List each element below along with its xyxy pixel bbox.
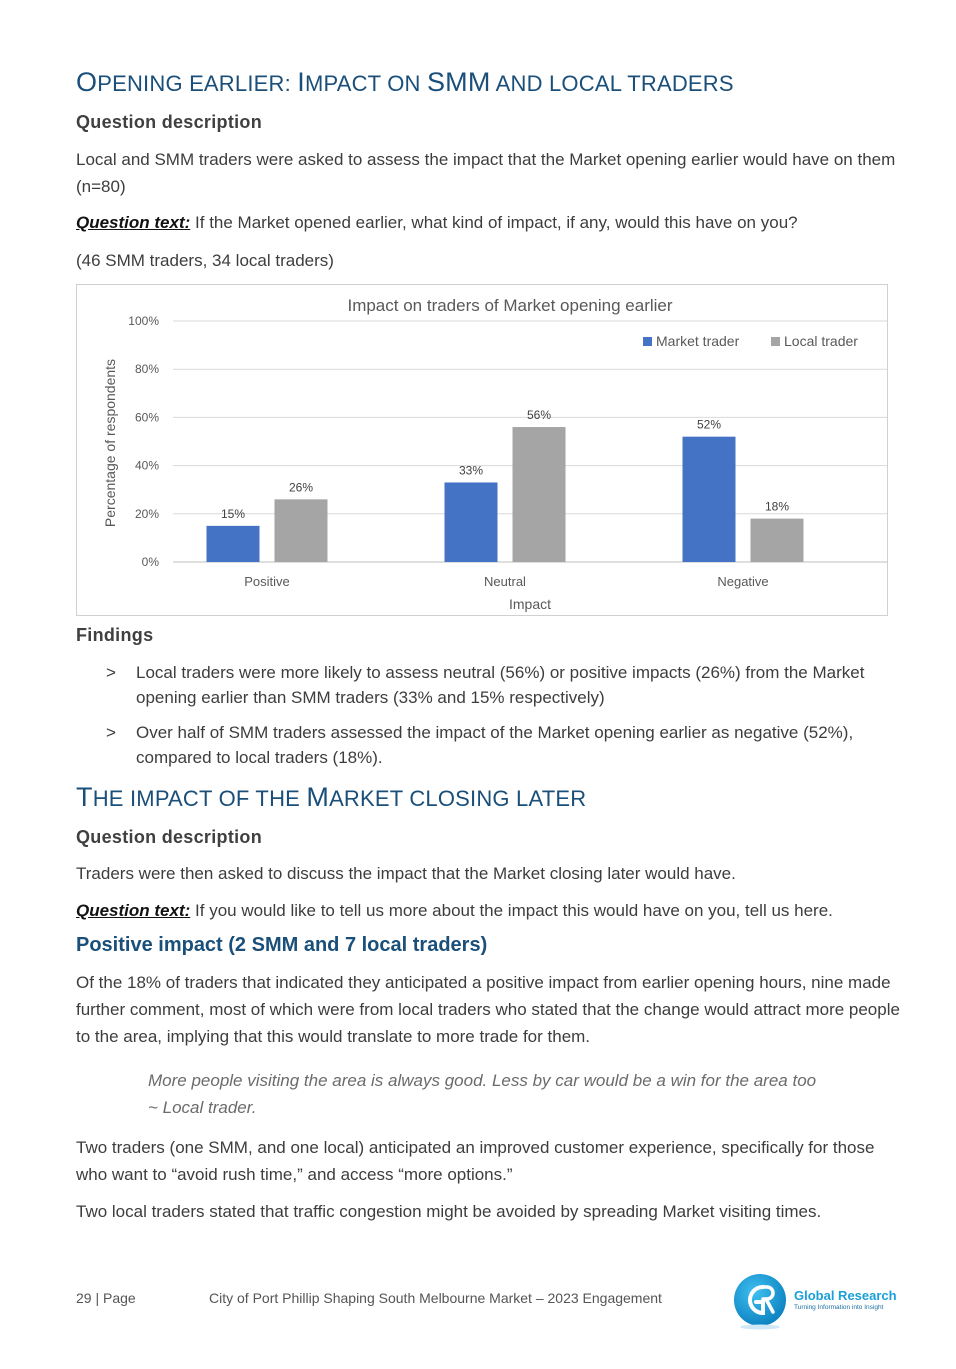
y-tick-label: 60% xyxy=(134,410,159,425)
bullet-marker: > xyxy=(106,663,116,682)
bar-market-trader xyxy=(207,526,260,562)
y-tick-label: 0% xyxy=(141,555,159,569)
bar-chart xyxy=(77,285,887,615)
question-description-text: Local and SMM traders were asked to assess the impact that the Market opening earlier would have on them (n=80) xyxy=(76,150,896,196)
chart-y-axis-label: Percentage of respondents xyxy=(102,358,118,528)
bar-local-trader xyxy=(751,519,804,562)
question-text-label: Question text: xyxy=(76,901,191,920)
finding-text: Over half of SMM traders assessed the impact of the Market opening earlier as negative (52%), compared to local traders (18%). xyxy=(136,723,854,767)
data-label: 18% xyxy=(764,499,790,514)
question-text-line xyxy=(76,209,902,236)
title-text: MPACT ON xyxy=(304,71,427,96)
bar-market-trader xyxy=(445,482,498,562)
customer-experience-paragraph: Two traders (one SMM, and one local) anticipated an improved customer experience, specifically for those who want to “avoid rush time,” and access “more options.” xyxy=(76,1138,875,1184)
title-cap: T xyxy=(76,782,93,812)
title-text: HE IMPACT OF THE xyxy=(92,786,307,811)
title-smm: SMM xyxy=(426,67,491,97)
findings-heading: Findings xyxy=(76,625,154,645)
y-tick-label: 20% xyxy=(134,506,159,521)
x-tick-label: Negative xyxy=(717,574,769,589)
data-label: 52% xyxy=(696,417,722,432)
logo-tagline: Turning Information into Insight xyxy=(794,1304,884,1311)
quote-attribution: ~ Local trader. xyxy=(148,1098,257,1117)
data-label: 33% xyxy=(458,463,484,478)
data-label: 56% xyxy=(526,408,552,423)
title-text: PENING EARLIER xyxy=(97,71,285,96)
bullet-marker: > xyxy=(106,723,116,742)
chart-y-ticks xyxy=(128,314,159,569)
question-text-label: Question text: xyxy=(76,213,191,232)
positive-impact-subheading: Positive impact (2 SMM and 7 local traders) xyxy=(76,934,488,956)
section-title-opening-earlier xyxy=(76,67,734,99)
document-title-footer: City of Port Phillip Shaping South Melbourne Market – 2023 Engagement xyxy=(209,1290,662,1306)
title-colon: : xyxy=(284,71,298,96)
global-research-logo xyxy=(732,1272,912,1332)
chart-container xyxy=(76,284,888,616)
chart-x-ticks xyxy=(244,574,768,589)
chart-x-axis-label: Impact xyxy=(508,596,552,612)
question-description-text: Traders were then asked to discuss the impact that the Market closing later would have. xyxy=(76,864,736,883)
bar-local-trader xyxy=(513,427,566,562)
finding-text: Local traders were more likely to assess neutral (56%) or positive impacts (26%) from the Market opening earlier than SMM traders (33% and 15% respectively) xyxy=(136,663,865,707)
page-number: 29 xyxy=(76,1290,92,1306)
legend-swatch xyxy=(643,337,652,346)
title-text: ARKET CLOSING LATER xyxy=(329,786,587,811)
question-description-heading: Question description xyxy=(76,827,263,847)
question-text-body: If the Market opened earlier, what kind of impact, if any, would this have on you? xyxy=(190,213,798,232)
y-tick-label: 100% xyxy=(128,314,159,328)
sample-note: (46 SMM traders, 34 local traders) xyxy=(76,251,334,270)
bar-local-trader xyxy=(275,499,328,562)
legend-label: Local trader xyxy=(784,333,858,349)
title-text: AND LOCAL TRADERS xyxy=(490,71,734,96)
question-text-line xyxy=(76,897,902,924)
traffic-paragraph: Two local traders stated that traffic congestion might be avoided by spreading Market visiting times. xyxy=(76,1202,822,1221)
x-tick-label: Positive xyxy=(244,574,290,589)
title-cap: M xyxy=(306,782,330,812)
legend-label: Market trader xyxy=(656,333,740,349)
y-tick-label: 40% xyxy=(134,458,159,473)
bar-market-trader xyxy=(683,437,736,562)
title-cap: I xyxy=(297,67,305,97)
chart-title: Impact on traders of Market opening earlier xyxy=(347,296,673,315)
data-label: 26% xyxy=(288,480,314,495)
question-text-body: If you would like to tell us more about the impact this would have on you, tell us here. xyxy=(190,901,833,920)
chart-legend xyxy=(643,333,858,349)
chart-bars xyxy=(207,408,804,562)
trader-quote xyxy=(148,1067,868,1121)
x-tick-label: Neutral xyxy=(484,574,526,589)
page-number-footer xyxy=(76,1290,136,1306)
positive-impact-paragraph: Of the 18% of traders that indicated they anticipated a positive impact from earlier opening hours, nine made further comment, most of which were from local traders who stated that the change would attract more people to the area, implying that this would translate to more trade for them. xyxy=(76,973,900,1046)
title-cap: O xyxy=(76,67,98,97)
page-separator: | xyxy=(95,1290,100,1306)
y-tick-label: 80% xyxy=(134,362,159,377)
section-title-closing-later xyxy=(76,782,586,814)
question-description-heading: Question description xyxy=(76,112,263,132)
legend-swatch xyxy=(771,337,780,346)
gr-logo-icon xyxy=(732,1272,790,1330)
quote-text: More people visiting the area is always good. Less by car would be a win for the area too xyxy=(148,1071,817,1090)
page-label: Page xyxy=(103,1290,136,1306)
data-label: 15% xyxy=(220,506,246,521)
logo-name: Global Research xyxy=(794,1288,897,1303)
